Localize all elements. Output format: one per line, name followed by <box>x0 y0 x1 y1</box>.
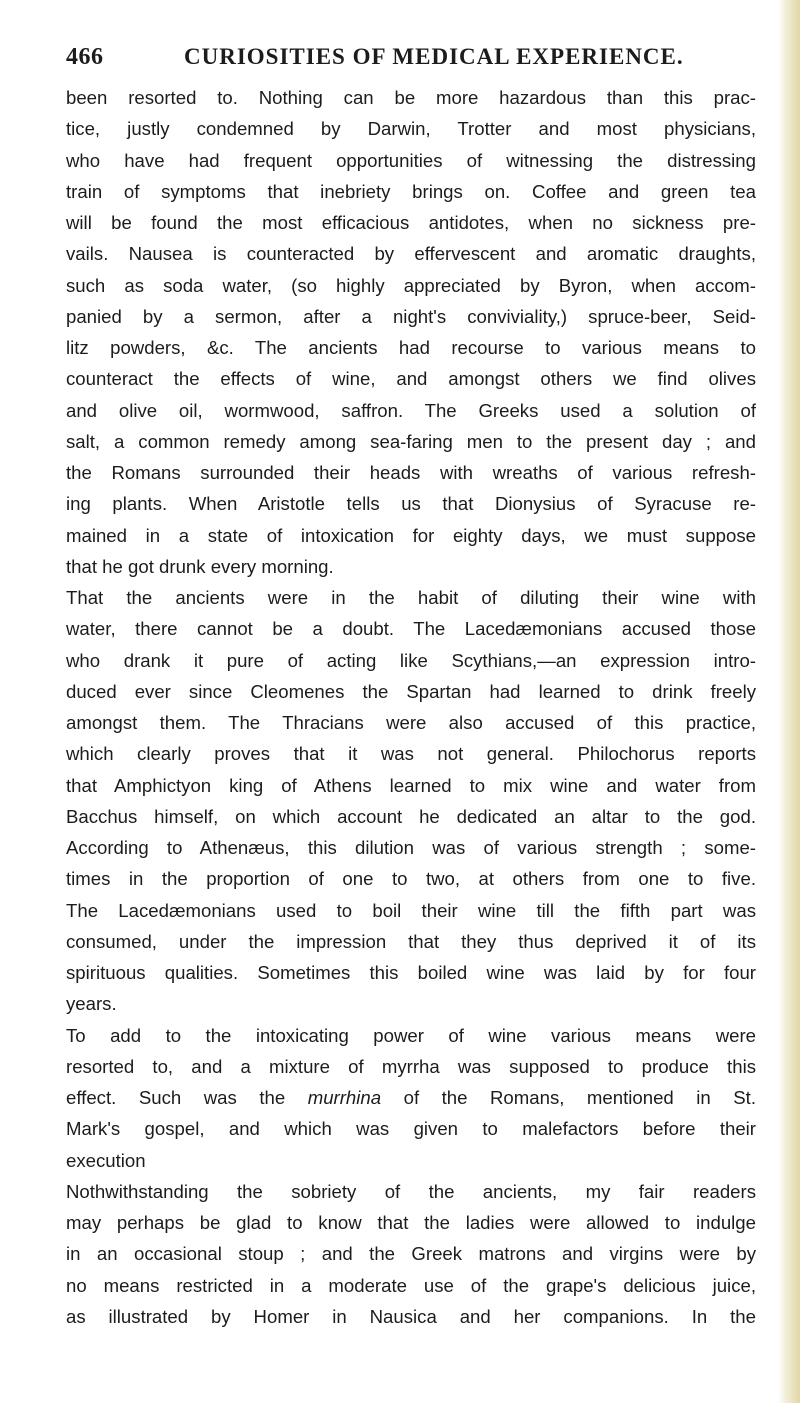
text-line: counteract the effects of wine, and amongst others we find olives <box>66 368 756 390</box>
text-line: ing plants. When Aristotle tells us that Dionysius of Syracuse re- <box>66 493 756 515</box>
text-line: The Lacedæmonians used to boil their wine till the fifth part was <box>66 899 756 921</box>
text-line: duced ever since Cleomenes the Spartan had learned to drink freely <box>66 680 756 702</box>
text-line: which clearly proves that it was not general. Philochorus reports <box>66 743 756 765</box>
text-line: Bacchus himself, on which account he dedicated an altar to the god. <box>66 805 756 827</box>
text-line: times in the proportion of one to two, at others from one to five. <box>66 868 756 890</box>
text-line: in an occasional stoup ; and the Greek matrons and virgins were by <box>66 1243 756 1265</box>
text-line: water, there cannot be a doubt. The Lacedæmonians accused those <box>66 618 756 640</box>
page-header <box>66 44 766 84</box>
text-line: resorted to, and a mixture of myrrha was supposed to produce this <box>66 1055 756 1077</box>
text-line: that he got drunk every morning. <box>66 555 334 577</box>
text-line: tice, justly condemned by Darwin, Trotter and most physicians, <box>66 118 756 140</box>
text-line: According to Athenæus, this dilution was of various strength ; some- <box>66 837 756 858</box>
text-line: salt, a common remedy among sea-faring men to the present day ; and <box>66 430 756 452</box>
text-line: Mark's gospel, and which was given to malefactors before their <box>66 1118 756 1140</box>
text-line: who drank it pure of acting like Scythians,—an expression intro- <box>66 649 756 671</box>
body-text <box>66 82 756 1332</box>
text-line: consumed, under the impression that they thus deprived it of its <box>66 930 756 952</box>
text-line: train of symptoms that inebriety brings on. Coffee and green tea <box>66 180 756 202</box>
italic-term: murrhina <box>307 1087 382 1108</box>
text-line: That the ancients were in the habit of diluting their wine with <box>66 587 756 608</box>
text-line: execution <box>66 1149 146 1171</box>
text-line: amongst them. The Thracians were also accused of this practice, <box>66 712 756 733</box>
text-segment: of the Romans, mentioned in St. <box>403 1087 756 1108</box>
text-line: Nothwithstanding the sobriety of the ancients, my fair readers <box>66 1180 756 1202</box>
text-line-mixed <box>66 1082 756 1113</box>
running-title: CURIOSITIES OF MEDICAL EXPERIENCE. <box>184 44 684 69</box>
text-line: been resorted to. Nothing can be more hazardous than this prac- <box>66 87 756 108</box>
text-line: vails. Nausea is counteracted by effervescent and aromatic draughts, <box>66 243 756 265</box>
text-line: litz powders, &c. The ancients had recourse to various means to <box>66 337 756 358</box>
text-line: will be found the most efficacious antidotes, when no sickness pre- <box>66 212 756 233</box>
text-line: spirituous qualities. Sometimes this boiled wine was laid by for four <box>66 962 756 983</box>
text-line: years. <box>66 993 117 1015</box>
text-line: that Amphictyon king of Athens learned to mix wine and water from <box>66 774 756 796</box>
text-line: To add to the intoxicating power of wine various means were <box>66 1024 756 1046</box>
text-line: the Romans surrounded their heads with wreaths of various refresh- <box>66 462 756 483</box>
text-line: may perhaps be glad to know that the ladies were allowed to indulge <box>66 1212 756 1233</box>
page-edge-shading <box>778 0 800 1403</box>
text-line: mained in a state of intoxication for eighty days, we must suppose <box>66 524 756 546</box>
text-line: who have had frequent opportunities of witnessing the distressing <box>66 149 756 171</box>
text-segment: effect. Such was the <box>66 1087 286 1108</box>
text-line: as illustrated by Homer in Nausica and her companions. In the <box>66 1305 756 1327</box>
text-line: such as soda water, (so highly appreciated by Byron, when accom- <box>66 274 756 296</box>
text-line: no means restricted in a moderate use of the grape's delicious juice, <box>66 1274 756 1296</box>
text-line: and olive oil, wormwood, saffron. The Greeks used a solution of <box>66 399 756 421</box>
page-number: 466 <box>66 44 104 70</box>
text-line: panied by a sermon, after a night's conviviality,) spruce-beer, Seid- <box>66 305 756 327</box>
